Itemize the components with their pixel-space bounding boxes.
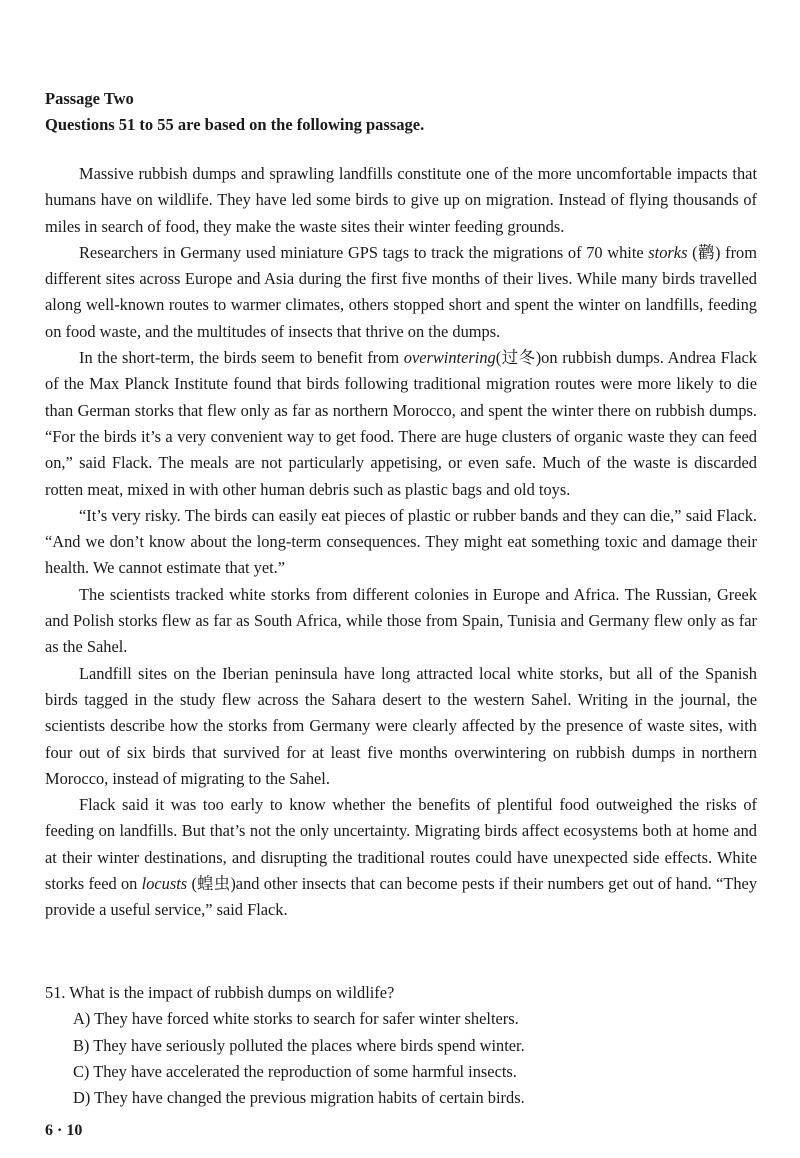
questions-instruction: Questions 51 to 55 are based on the following passage.: [45, 115, 425, 134]
paragraph-4: [45, 503, 757, 582]
paragraph-7-text-b: and other insects that can become pests if their numbers get out of hand. “They provide a useful service,” said Flack.: [45, 874, 758, 920]
passage-header: [45, 86, 424, 138]
question-stem: 51. What is the impact of rubbish dumps on wildlife?: [45, 983, 395, 1002]
paragraph-5-text: The scientists tracked white storks from different colonies in Europe and Africa. The Russian, Greek and Polish storks flew as far as South Africa, while those from Spain, Tunisia and Germany flew only as far as the Sahel.: [45, 584, 757, 657]
paragraph-6-text: Landfill sites on the Iberian peninsula have long attracted local white storks, but all of the Spanish birds tagged in the study flew across the Sahara desert to the western Sahel. Writing in the journal, the scientists describe how the storks from Germany were clearly affected by the presence of waste sites, with four out of six birds that survived for at least five months overwintering on rubbish dumps in northern Morocco, instead of migrating to the Sahel.: [45, 663, 757, 788]
paragraph-3-text-b: on rubbish dumps. Andrea Flack of the Max Planck Institute found that birds following traditional migration routes were more likely to die than German storks that flew only as far as northern Morocco, and spent the winter there on rubbish dumps. “For the birds it’s a very convenient way to get food. There are huge clusters of organic waste they can feed on,” said Flack. The meals are not particularly appetising, or even safe. Much of the waste is discarded rotten meat, mixed in with other human debris such as plastic bags and old toys.: [45, 348, 758, 499]
paragraph-1: [45, 161, 757, 240]
option-c: C) They have accelerated the reproduction of some harmful insects.: [73, 1061, 517, 1081]
gloss-overwintering: (过冬): [495, 348, 542, 368]
option-b: B) They have seriously polluted the places where birds spend winter.: [73, 1035, 525, 1055]
term-overwintering: overwintering: [403, 348, 496, 368]
paragraph-1-text: Massive rubbish dumps and sprawling landfills constitute one of the more uncomfortable impacts that humans have on wildlife. They have led some birds to give up on migration. Instead of flying thousands of miles in search of food, they make the waste sites their winter feeding grounds.: [45, 164, 757, 236]
term-locusts: locusts: [141, 874, 188, 894]
gloss-locusts: (蝗虫): [187, 874, 236, 894]
paragraph-3-text-a: In the short-term, the birds seem to benefit from: [79, 348, 404, 368]
paragraph-2: [45, 240, 757, 345]
term-storks: storks: [648, 242, 688, 262]
option-a: A) They have forced white storks to search for safer winter shelters.: [73, 1009, 519, 1029]
section-title: Passage Two: [45, 89, 134, 108]
paragraph-3: [45, 345, 757, 503]
page-number: 6 · 10: [45, 1122, 83, 1139]
gloss-storks: (鹳): [687, 242, 721, 262]
paragraph-5: [45, 582, 757, 661]
question-51: [45, 980, 757, 1111]
passage-body: [45, 161, 757, 924]
paragraph-7-text-a: Flack said it was too early to know whether the benefits of plentiful food outweighed the risks of feeding on landfills. But that’s not the only uncertainty. Migrating birds affect ecosystems both at home and at their winter destinations, and disrupting the traditional routes could have unexpected side effects. White storks feed on: [45, 795, 757, 894]
paragraph-4-text: “It’s very risky. The birds can easily eat pieces of plastic or rubber bands and they can die,” said Flack. “And we don’t know about the long-term consequences. They might eat something toxic and damage their health. We cannot estimate that yet.”: [45, 505, 757, 578]
paragraph-2-text-a: Researchers in Germany used miniature GPS tags to track the migrations of 70 white: [79, 242, 649, 262]
option-d: D) They have changed the previous migration habits of certain birds.: [73, 1088, 525, 1108]
paragraph-2-text-b: from different sites across Europe and Asia during the first five months of their lives. While many birds travelled along well-known routes to warmer climates, others stopped short and spent the winter on landfills, feeding on food waste, and the multitudes of insects that thrive on the dumps.: [45, 242, 758, 341]
paragraph-6: [45, 661, 757, 792]
paragraph-7: [45, 792, 757, 923]
